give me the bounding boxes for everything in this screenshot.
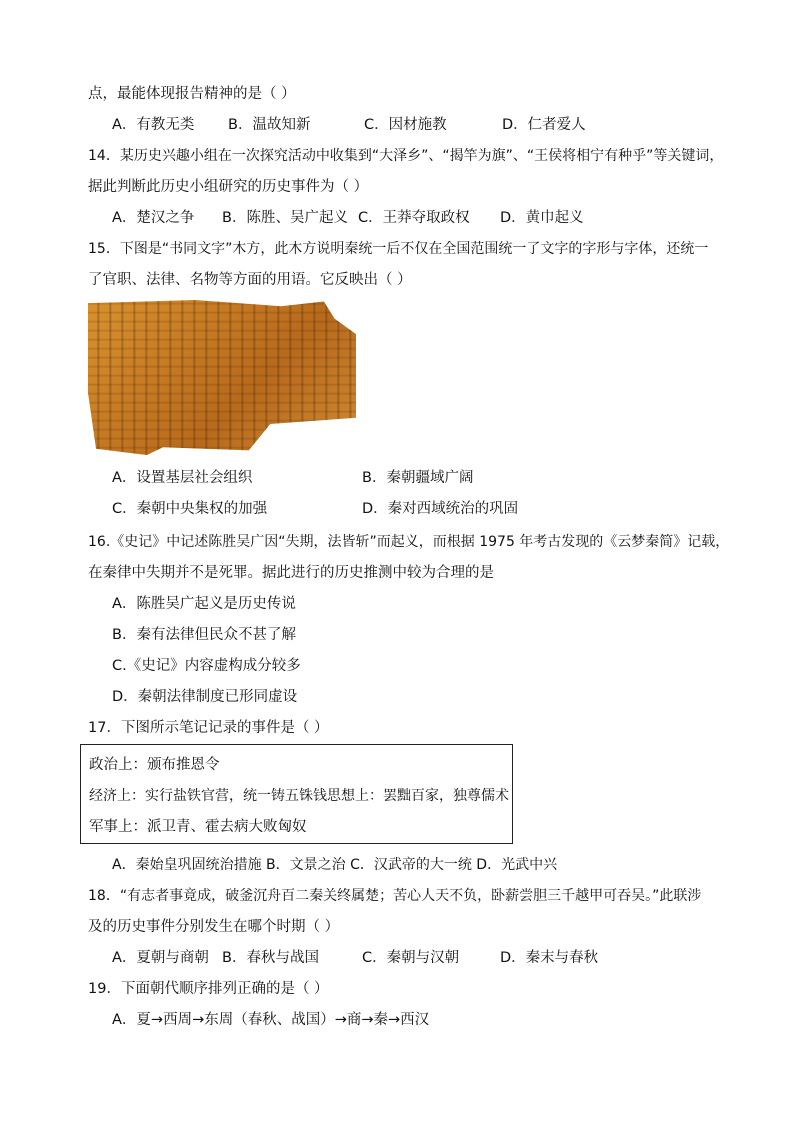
q15-option-b: B．秦朝疆域广阔 — [362, 470, 474, 486]
q16-option-c: C.《史记》内容虚构成分较多 — [112, 658, 301, 674]
q15-option-c: C．秦朝中央集权的加强 — [112, 501, 268, 517]
q13-option-d: D．仁者爱人 — [502, 117, 586, 133]
q15-option-a: A．设置基层社会组织 — [112, 470, 253, 486]
q15-stem-line2: 了官职、法律、名物等方面的用语。它反映出（ ） — [88, 272, 412, 288]
q18-stem-line1: 18．“有志者事竟成，破釜沉舟百二秦关终属楚；苦心人天不负，卧薪尝胆三千越甲可吞吴。”此联涉 — [88, 888, 702, 904]
q16-option-a: A．陈胜吴广起义是历史传说 — [112, 596, 296, 612]
q16-option-b: B．秦有法律但民众不甚了解 — [112, 627, 296, 643]
q17-note-box — [80, 744, 513, 844]
q17-stem: 17．下图所示笔记记录的事件是（ ） — [88, 720, 329, 736]
q13-stem-tail: 点，最能体现报告精神的是（ ） — [88, 86, 296, 102]
q17-note-line-politics: 政治上：颁布推恩令 — [89, 757, 220, 773]
q14-stem-line1: 14．某历史兴趣小组在一次探究活动中收集到“大泽乡”、“揭竿为旗”、“王侯将相宁有种乎”等关键词， — [88, 148, 724, 164]
q14-stem-line2: 据此判断此历史小组研究的历史事件为（ ） — [88, 179, 369, 195]
q17-options: A．秦始皇巩固统治措施 B．文景之治 C．汉武帝的大一统 D．光武中兴 — [112, 857, 558, 873]
q15-stem-line1: 15．下图是“书同文字”木方，此木方说明秦统一后不仅在全国范围统一了文字的字形与字体，还统一 — [88, 241, 709, 257]
q13-option-a: A．有教无类 — [112, 117, 195, 133]
q19-option-a: A．夏→西周→东周（春秋、战国）→商→秦→西汉 — [112, 1012, 430, 1028]
q15-option-d: D．秦对西域统治的巩固 — [362, 501, 519, 517]
q16-option-d: D．秦朝法律制度已形同虚设 — [112, 689, 298, 705]
q16-stem-line2: 在秦律中失期并不是死罪。据此进行的历史推测中较为合理的是 — [88, 565, 494, 581]
q18-stem-line2: 及的历史事件分别发生在哪个时期（ ） — [88, 919, 340, 935]
q14-option-c: C．王莽夺取政权 — [358, 210, 470, 226]
wooden-tablet-photo — [88, 300, 356, 455]
q18-option-c: C．秦朝与汉朝 — [362, 950, 460, 966]
q17-note-line-economy: 经济上：实行盐铁官营，统一铸五铢钱思想上：罢黜百家，独尊儒术 — [89, 788, 509, 804]
q14-option-d: D．黄巾起义 — [500, 210, 584, 226]
q16-stem-line1: 16.《史记》中记述陈胜吴广因“失期，法皆斩”而起义，而根据 1975 年考古发现的《云梦秦简》记载， — [88, 534, 730, 550]
q18-option-a: A．夏朝与商朝 — [112, 950, 209, 966]
q18-option-b: B．春秋与战国 — [222, 950, 319, 966]
q14-option-b: B．陈胜、吴广起义 — [222, 210, 348, 226]
q18-option-d: D．秦末与春秋 — [500, 950, 599, 966]
q19-stem: 19．下面朝代顺序排列正确的是（ ） — [88, 981, 329, 997]
q13-option-c: C．因材施教 — [364, 117, 447, 133]
q17-note-line-military: 军事上：派卫青、霍去病大败匈奴 — [89, 819, 307, 835]
q14-option-a: A．楚汉之争 — [112, 210, 195, 226]
q13-option-b: B．温故知新 — [228, 117, 311, 133]
